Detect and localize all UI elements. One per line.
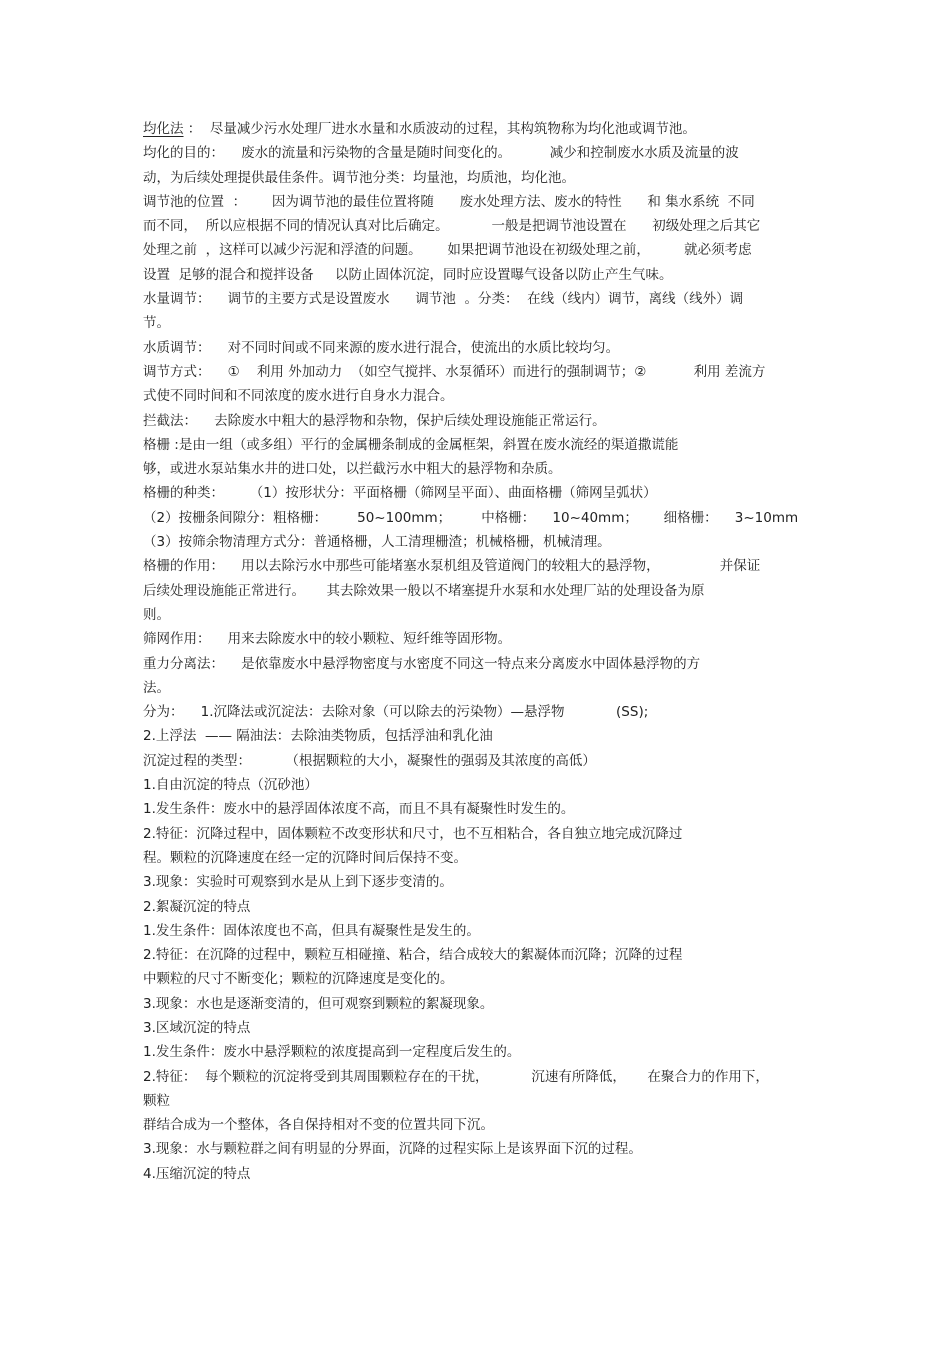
text-line: [143, 895, 808, 919]
text-line: [143, 554, 808, 578]
text-line: [143, 1065, 808, 1089]
line-text: 3.现象：实验时可观察到水是从上到下逐步变清的。: [143, 874, 453, 891]
text-line: [143, 797, 808, 821]
text-line: [143, 627, 808, 651]
line-text: 中颗粒的尺寸不断变化；颗粒的沉降速度是变化的。: [143, 971, 454, 988]
line-text: 1.发生条件：废水中的悬浮固体浓度不高，而且不具有凝聚性时发生的。: [143, 801, 575, 818]
text-line: [143, 846, 808, 870]
text-line: [143, 214, 808, 238]
line-text: 拦截法： 去除废水中粗大的悬浮物和杂物，保护后续处理设施能正常运行。: [143, 412, 606, 429]
line-text: 2.特征：沉降过程中，固体颗粒不改变形状和尺寸，也不互相粘合，各自独立地完成沉降过: [143, 825, 683, 842]
line-text: 式使不同时间和不同浓度的废水进行自身水力混合。: [143, 388, 454, 405]
line-text: 而不同， 所以应根据不同的情况认真对比后确定。 一般是把调节池设置在 初级处理之后其它: [143, 218, 761, 235]
text-line: [143, 1162, 808, 1186]
line-text: 1.自由沉淀的特点（沉砂池）: [143, 777, 318, 794]
text-line: [143, 603, 808, 627]
line-text: 格栅的作用： 用以去除污水中那些可能堵塞水泵机组及管道阀门的较粗大的悬浮物， 并保证: [143, 558, 761, 575]
line-text: 均化的目的： 废水的流量和污染物的含量是随时间变化的。 减少和控制废水水质及流量的波: [143, 145, 739, 162]
text-line: [143, 384, 808, 408]
line-text: 处理之前 ，这样可以减少污泥和浮渣的问题。 如果把调节池设在初级处理之前， 就必须考虑: [143, 242, 752, 259]
line-text: 够，或进水泵站集水井的进口处，以拦截污水中粗大的悬浮物和杂质。: [143, 461, 562, 478]
line-text: 3.区域沉淀的特点: [143, 1019, 251, 1036]
text-line: [143, 1016, 808, 1040]
line-text: 4.压缩沉淀的特点: [143, 1165, 251, 1182]
line-text: 格栅 :是由一组（或多组）平行的金属栅条制成的金属框架，斜置在废水流经的渠道撒谎能: [143, 436, 679, 453]
line-text: 后续处理设施能正常进行。 其去除效果一般以不堵塞提升水泵和水处理厂站的处理设备为原: [143, 582, 705, 599]
line-text: 2.特征： 每个颗粒的沉淀将受到其周围颗粒存在的干扰， 沉速有所降低， 在聚合力的作用下，: [143, 1068, 769, 1085]
text-line: [143, 336, 808, 360]
line-text: ： 尽量减少污水处理厂进水水量和水质波动的过程，其构筑物称为均化池或调节池。: [183, 121, 696, 137]
text-line: [143, 870, 808, 894]
text-line: [143, 773, 808, 797]
line-text: 2.特征：在沉降的过程中，颗粒互相碰撞、粘合，结合成较大的絮凝体而沉降；沉降的过程: [143, 947, 683, 964]
line-text: 程。颗粒的沉降速度在经一定的沉降时间后保持不变。: [143, 849, 467, 866]
text-line: [143, 1137, 808, 1161]
line-text: 水量调节： 调节的主要方式是设置废水 调节池 。分类： 在线（线内）调节，离线（线外）调: [143, 291, 744, 308]
text-line: [143, 360, 808, 384]
text-line: [143, 166, 808, 190]
line-text: 节。: [143, 315, 170, 332]
line-text: 格栅的种类： （1）按形状分：平面格栅（筛网呈平面）、曲面格栅（筛网呈弧状）: [143, 485, 657, 502]
term-heading: 均化法: [143, 121, 184, 137]
line-text: 分为： 1.沉降法或沉淀法：去除对象（可以除去的污染物）—悬浮物 (SS);: [143, 704, 649, 721]
line-text: 3.现象：水与颗粒群之间有明显的分界面，沉降的过程实际上是该界面下沉的过程。: [143, 1141, 642, 1158]
text-line: [143, 919, 808, 943]
text-line: [143, 263, 808, 287]
text-line: [143, 141, 808, 165]
line-text: 颗粒: [143, 1092, 170, 1109]
line-text: 调节方式： ① 利用 外加动力 （如空气搅拌、水泵循环）而进行的强制调节；② 利用 差流方: [143, 363, 766, 380]
line-text: 1.发生条件：废水中悬浮颗粒的浓度提高到一定程度后发生的。: [143, 1044, 521, 1061]
text-line: [143, 676, 808, 700]
text-line: [143, 749, 808, 773]
line-text: 1.发生条件：固体浓度也不高，但具有凝聚性是发生的。: [143, 922, 480, 939]
text-line: [143, 117, 808, 141]
line-text: 设置 足够的混合和搅拌设备 以防止固体沉淀，同时应设置曝气设备以防止产生气味。: [143, 266, 673, 283]
text-line: [143, 238, 808, 262]
text-line: [143, 579, 808, 603]
text-line: [143, 724, 808, 748]
text-line: [143, 822, 808, 846]
text-line: [143, 943, 808, 967]
line-text: 法。: [143, 679, 170, 696]
line-text: 2.絮凝沉淀的特点: [143, 898, 251, 915]
line-text: 筛网作用： 用来去除废水中的较小颗粒、短纤维等固形物。: [143, 631, 512, 648]
line-text: 动，为后续处理提供最佳条件。调节池分类：均量池，均质池，均化池。: [143, 169, 575, 186]
line-text: 2.上浮法 —— 隔油法：去除油类物质，包括浮油和乳化油: [143, 728, 493, 745]
text-line: [143, 992, 808, 1016]
text-line: [143, 190, 808, 214]
line-text: 群结合成为一个整体，各自保持相对不变的位置共同下沉。: [143, 1117, 494, 1134]
line-text: 调节池的位置 ： 因为调节池的最佳位置将随 废水处理方法、废水的特性 和 集水系统 不同: [143, 193, 755, 210]
text-line: [143, 530, 808, 554]
text-line: [143, 311, 808, 335]
line-text: 重力分离法： 是依靠废水中悬浮物密度与水密度不同这一特点来分离废水中固体悬浮物的方: [143, 655, 701, 672]
text-line: [143, 700, 808, 724]
text-line: [143, 409, 808, 433]
text-line: [143, 1113, 808, 1137]
text-line: [143, 457, 808, 481]
text-line: [143, 433, 808, 457]
text-line: [143, 1089, 808, 1113]
text-line: [143, 1040, 808, 1064]
text-line: [143, 506, 808, 530]
line-text: 沉淀过程的类型： （根据颗粒的大小，凝聚性的强弱及其浓度的高低）: [143, 752, 596, 769]
line-text: 3.现象：水也是逐渐变清的，但可观察到颗粒的絮凝现象。: [143, 995, 494, 1012]
line-text: 水质调节： 对不同时间或不同来源的废水进行混合，使流出的水质比较均匀。: [143, 339, 620, 356]
document-body: [143, 117, 808, 1186]
line-text: （2）按栅条间隙分：粗格栅： 50~100mm； 中格栅： 10~40mm； 细格栅： 3~10mm: [143, 509, 799, 526]
line-text: （3）按筛余物清理方式分：普通格栅，人工清理栅渣；机械格栅，机械清理。: [143, 534, 611, 551]
text-line: [143, 652, 808, 676]
text-line: [143, 967, 808, 991]
text-line: [143, 287, 808, 311]
text-line: [143, 481, 808, 505]
line-text: 则。: [143, 606, 170, 623]
